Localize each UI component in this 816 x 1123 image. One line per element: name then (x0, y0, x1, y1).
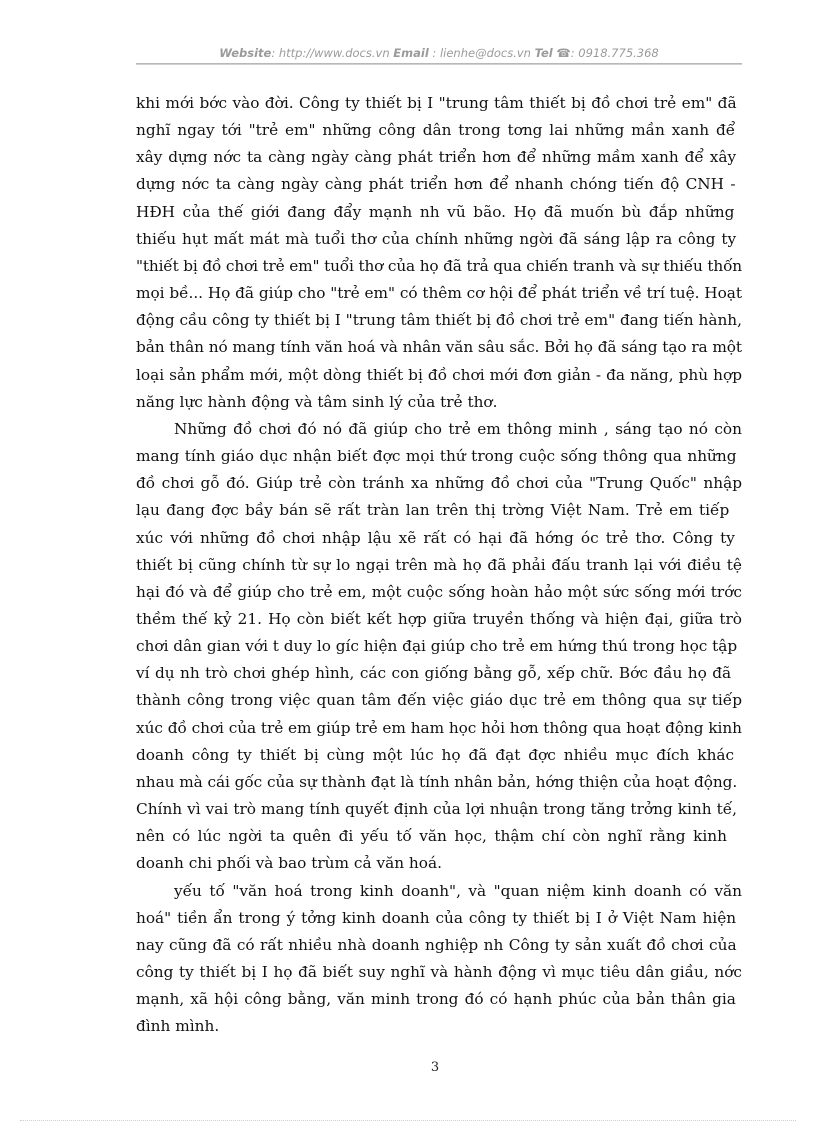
text-line: đình mình. (136, 1017, 220, 1036)
text-line: HĐH của thế giới đang đẩy mạnh nh vũ bão. Họ đã muốn bù đắp những (136, 202, 735, 221)
email-value: : lienhe@docs.vn (432, 46, 531, 60)
text-line: bản thân nó mang tính văn hoá và nhân văn sâu sắc. Bởi họ đã sáng tạo ra một (136, 338, 742, 357)
text-line: hoá" tiền ẩn trong ý tởng kinh doanh của công ty thiết bị I ở Việt Nam hiện (136, 908, 737, 927)
page-number: 3 (430, 1060, 440, 1075)
text-line: thềm thế kỷ 21. Họ còn biết kết hợp giữa truyền thống và hiện đại, giữa trò (136, 609, 742, 628)
text-line: mọi bề... Họ đã giúp cho "trẻ em" có thêm cơ hội để phát triển về trí tuệ. Hoạt (136, 284, 742, 303)
email-label: Email (393, 46, 429, 60)
page-bottom-border (20, 1120, 796, 1121)
page-header (136, 46, 742, 60)
text-line: Những đồ chơi đó nó đã giúp cho trẻ em thông minh , sáng tạo nó còn (174, 419, 742, 438)
text-line: yếu tố "văn hoá trong kinh doanh", và "quan niệm kinh doanh có văn (174, 881, 742, 900)
text-line: Chính vì vai trò mang tính quyết định của lợi nhuận trong tăng trởng kinh tế, (136, 800, 738, 819)
text-line: xúc với những đồ chơi nhập lậu xẽ rất có hại đã hớng óc trẻ thơ. Công ty (136, 528, 735, 547)
text-line: nay cũng đã có rất nhiều nhà doanh nghiệp nh Công ty sản xuất đồ chơi của (136, 935, 737, 954)
tel-value: : 0918.775.368 (570, 46, 659, 60)
website-value: : http://www.docs.vn (271, 46, 390, 60)
text-line: ví dụ nh trò chơi ghép hình, các con giống bằng gỗ, xếp chữ. Bớc đầu họ đã (136, 664, 732, 683)
text-line: động cầu công ty thiết bị I "trung tâm thiết bị đồ chơi trẻ em" đang tiến hành, (136, 311, 742, 330)
text-line: năng lực hành động và tâm sinh lý của trẻ thơ. (136, 392, 498, 411)
paragraph (136, 416, 742, 878)
document-body (136, 90, 742, 1040)
text-line: xúc đồ chơi của trẻ em giúp trẻ em ham học hỏi hơn thông qua hoạt động kinh (136, 718, 742, 737)
text-line: đồ chơi gỗ đó. Giúp trẻ còn tránh xa những đồ chơi của "Trung Quốc" nhập (136, 474, 742, 493)
text-line: xây dựng nớc ta càng ngày càng phát triển hơn để những mầm xanh để xây (136, 148, 737, 167)
tel-label: Tel (534, 46, 553, 60)
text-line: doanh công ty thiết bị cùng một lúc họ đã đạt đợc nhiều mục đích khác (136, 745, 735, 764)
text-line: mang tính giáo dục nhận biết đợc mọi thứ trong cuộc sống thông qua những (136, 447, 737, 466)
text-line: thiết bị cũng chính từ sự lo ngại trên mà họ đã phải đấu tranh lại với điều tệ (136, 555, 742, 574)
text-line: nghĩ ngay tới "trẻ em" những công dân trong tơng lai những mần xanh để (136, 121, 736, 140)
text-line: lạu đang đợc bầy bán sẽ rất tràn lan trên thị trờng Việt Nam. Trẻ em tiếp (136, 501, 730, 520)
text-line: "thiết bị đồ chơi trẻ em" tuổi thơ của họ đã trả qua chiến tranh và sự thiếu thốn (136, 256, 742, 275)
text-line: hại đó và để giúp cho trẻ em, một cuộc sống hoàn hảo một sức sống mới trớc (136, 582, 742, 601)
text-line: nhau mà cái gốc của sự thành đạt là tính nhân bản, hớng thiện của hoạt động. (136, 772, 738, 791)
text-line: khi mới bớc vào đời. Công ty thiết bị I "trung tâm thiết bị đồ chơi trẻ em" đã (136, 94, 737, 112)
phone-icon: ☎ (556, 46, 571, 60)
text-line: thiếu hụt mất mát mà tuổi thơ của chính những ngời đã sáng lập ra công ty (136, 229, 737, 248)
paragraph (136, 90, 742, 416)
paragraph (136, 878, 742, 1041)
text-line: mạnh, xã hội công bằng, văn minh trong đó có hạnh phúc của bản thân gia (136, 990, 736, 1009)
text-line: dựng nớc ta càng ngày càng phát triển hơn để nhanh chóng tiến độ CNH - (136, 175, 736, 194)
text-line: nên có lúc ngời ta quên đi yếu tố văn học, thậm chí còn nghĩ rằng kinh (136, 827, 727, 846)
text-line: loại sản phẩm mới, một dòng thiết bị đồ chơi mới đơn giản - đa năng, phù hợp (136, 365, 742, 384)
text-line: thành công trong việc quan tâm đến việc giáo dục trẻ em thông qua sự tiếp (136, 691, 742, 710)
text-line: chơi dân gian với t duy lo gíc hiện đại giúp cho trẻ em hứng thú trong học tập (136, 637, 738, 656)
website-label: Website (219, 46, 272, 60)
text-line: công ty thiết bị I họ đã biết suy nghĩ và hành động vì mục tiêu dân giầu, nớc (136, 963, 742, 981)
header-divider (136, 63, 742, 65)
text-line: doanh chi phối và bao trùm cả văn hoá. (136, 854, 442, 873)
